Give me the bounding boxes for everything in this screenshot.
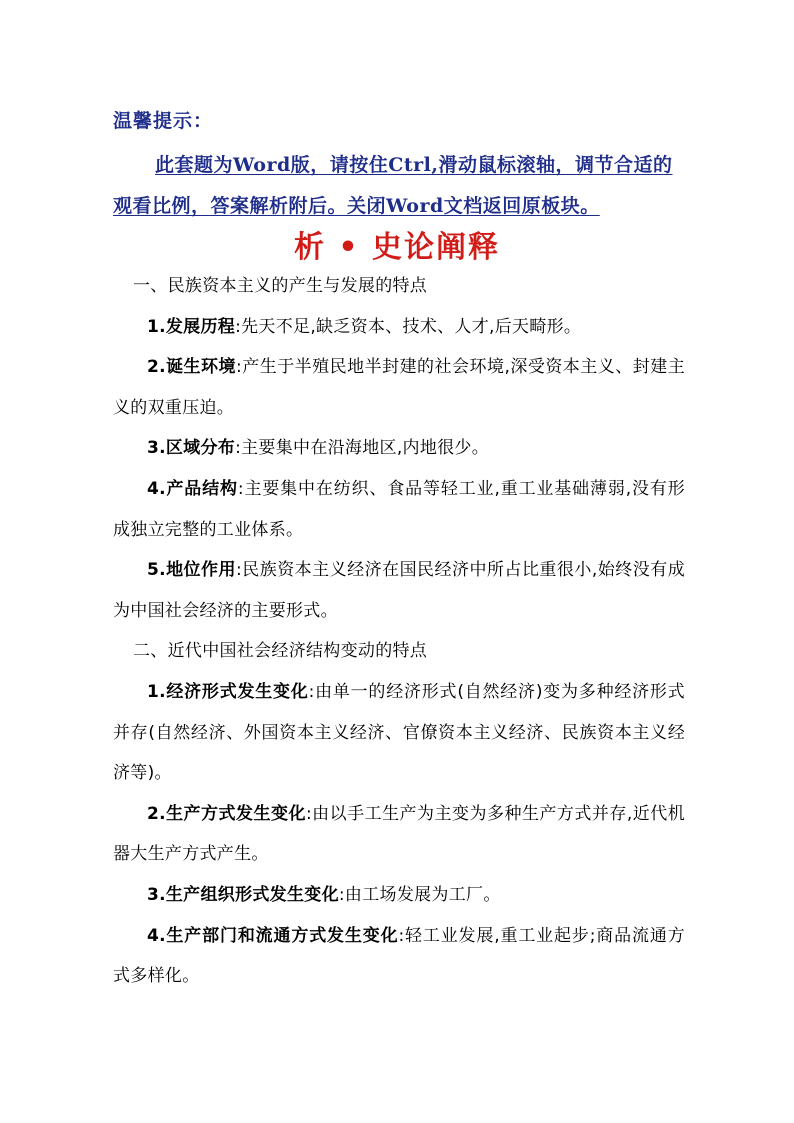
item-label: 3.生产组织形式发生变化	[147, 884, 339, 905]
item-text: :主要集中在纺织、食品等轻工业,重工业基础薄弱,没有形成独立完整的工业体系。	[113, 478, 685, 540]
paragraph	[113, 550, 685, 631]
page-title: 析 • 史论阐释	[293, 230, 501, 265]
item-label: 4.生产部门和流通方式发生变化	[147, 925, 399, 946]
item-text: :轻工业发展,重工业起步;商品流通方式多样化。	[113, 925, 685, 987]
item-text: :产生于半殖民地半封建的社会环境,深受资本主义、封建主义的双重压迫。	[113, 357, 686, 418]
paragraph	[113, 307, 685, 348]
notice-title: 温馨提示：	[113, 110, 214, 132]
item-label: 1.经济形式发生变化	[147, 681, 309, 702]
section-heading-1: 一、民族资本主义的产生与发展的特点	[133, 276, 428, 296]
section-heading-2: 二、近代中国社会经济结构变动的特点	[133, 641, 428, 662]
item-text: :先天不足,缺乏资本、技术、人才,后天畸形。	[235, 316, 582, 337]
paragraph	[113, 672, 685, 794]
item-label: 2.生产方式发生变化	[147, 803, 306, 824]
notice-body	[113, 145, 685, 227]
paragraph	[113, 428, 685, 469]
item-label: 3.区域分布	[147, 438, 236, 459]
paragraph	[113, 875, 685, 916]
item-text: :由工场发展为工厂。	[338, 884, 501, 905]
item-label: 4.产品结构	[147, 478, 238, 499]
paragraph	[113, 469, 685, 550]
item-text: :民族资本主义经济在国民经济中所占比重很小,始终没有成为中国社会经济的主要形式。	[113, 560, 686, 621]
paragraph	[113, 916, 685, 997]
paragraph	[113, 794, 685, 875]
item-text: :主要集中在沿海地区,内地很少。	[235, 438, 490, 459]
notice-line-1: 此套题为Word版，请按住Ctrl,滑动鼠标滚轴，调节合	[155, 154, 634, 176]
paragraph	[113, 347, 685, 428]
item-text: :由单一的经济形式(自然经济)变为多种经济形式并存(自然经济、外国资本主义经济、官僚资本主义经济、民族资本主义经济等)。	[113, 681, 685, 784]
item-label: 5.地位作用	[147, 560, 237, 581]
content-body	[113, 266, 685, 997]
notice-line-2: 适的观看比例，答案解析附后。关闭Word文档返回原板块。	[113, 154, 673, 217]
item-label: 1.发展历程	[147, 316, 236, 337]
item-text: :由以手工生产为主变为多种生产方式并存,近代机器大生产方式产生。	[113, 803, 685, 865]
item-label: 2.诞生环境	[147, 357, 237, 378]
